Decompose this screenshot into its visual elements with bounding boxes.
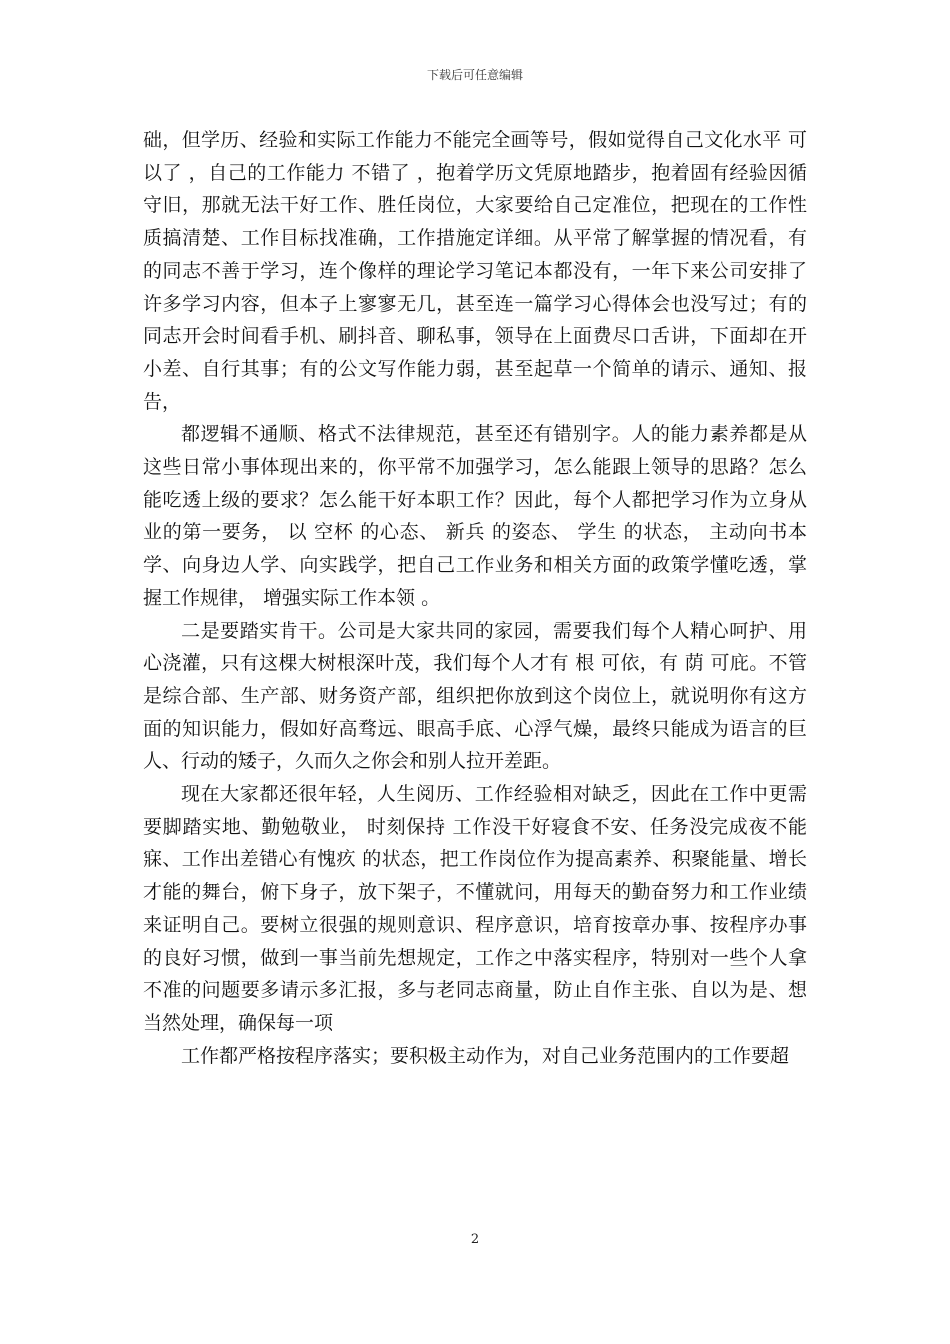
paragraph: 都逻辑不通顺、格式不法律规范，甚至还有错别字。人的能力素养都是从这些日常小事体现出来的，你平常不加强学习，怎么能跟上领导的思路？怎么能吃透上级的要求？怎么能干好本职工作？因此，每个人都把学习作为立身从业的第一要务， 以 空杯 的心态、 新兵 的姿态、 学生 的状态， 主动向书本学、向身边人学、向实践学，把自己工作业务和相关方面的政策学懂吃透，掌握工作规律， 增强实际工作本领 。 [143, 423, 807, 609]
document-body [143, 124, 807, 1072]
page-number: 2 [470, 1232, 480, 1247]
page-header: 下载后可任意编辑 [426, 68, 523, 82]
paragraph: 现在大家都还很年轻，人生阅历、工作经验相对缺乏，因此在工作中更需要脚踏实地、勤勉敬业， 时刻保持 工作没干好寝食不安、任务没完成夜不能寐、工作出差错心有愧疚 的状态，把工作岗位作为提高素养、积聚能量、增长才能的舞台，俯下身子，放下架子，不懂就问，用每天的勤奋努力和工作业绩来证明自己。要树立很强的规则意识、程序意识，培育按章办事、按程序办事的良好习惯，做到一事当前先想规定，工作之中落实程序，特别对一些个人拿不准的问题要多请示多汇报，多与老同志商量，防止自作主张、自以为是、想当然处理，确保每一项 [143, 783, 807, 1034]
paragraph: 础，但学历、经验和实际工作能力不能完全画等号，假如觉得自己文化水平 可以了 ，自己的工作能力 不错了 ，抱着学历文凭原地踏步，抱着固有经验因循守旧，那就无法干好工作、胜任岗位，大家要给自己定准位，把现在的工作性质搞清楚、工作目标找准确，工作措施定详细。从平常了解掌握的情况看，有的同志不善于学习，连个像样的理论学习笔记本都没有，一年下来公司安排了许多学习内容，但本子上寥寥无几，甚至连一篇学习心得体会也没写过；有的同志开会时间看手机、刷抖音、聊私事，领导在上面费尽口舌讲，下面却在开小差、自行其事；有的公文写作能力弱，甚至起草一个简单的请示、通知、报告， [143, 129, 807, 413]
paragraph: 工作都严格按程序落实；要积极主动作为，对自己业务范围内的工作要超 [181, 1044, 790, 1067]
paragraph: 二是要踏实肯干。公司是大家共同的家园，需要我们每个人精心呵护、用心浇灌，只有这棵大树根深叶茂，我们每个人才有 根 可依，有 荫 可庇。不管是综合部、生产部、财务资产部，组织把你放到这个岗位上，就说明你有这方面的知识能力，假如好高骛远、眼高手底、心浮气燥，最终只能成为语言的巨人、行动的矮子，久而久之你会和别人拉开差距。 [143, 619, 807, 773]
